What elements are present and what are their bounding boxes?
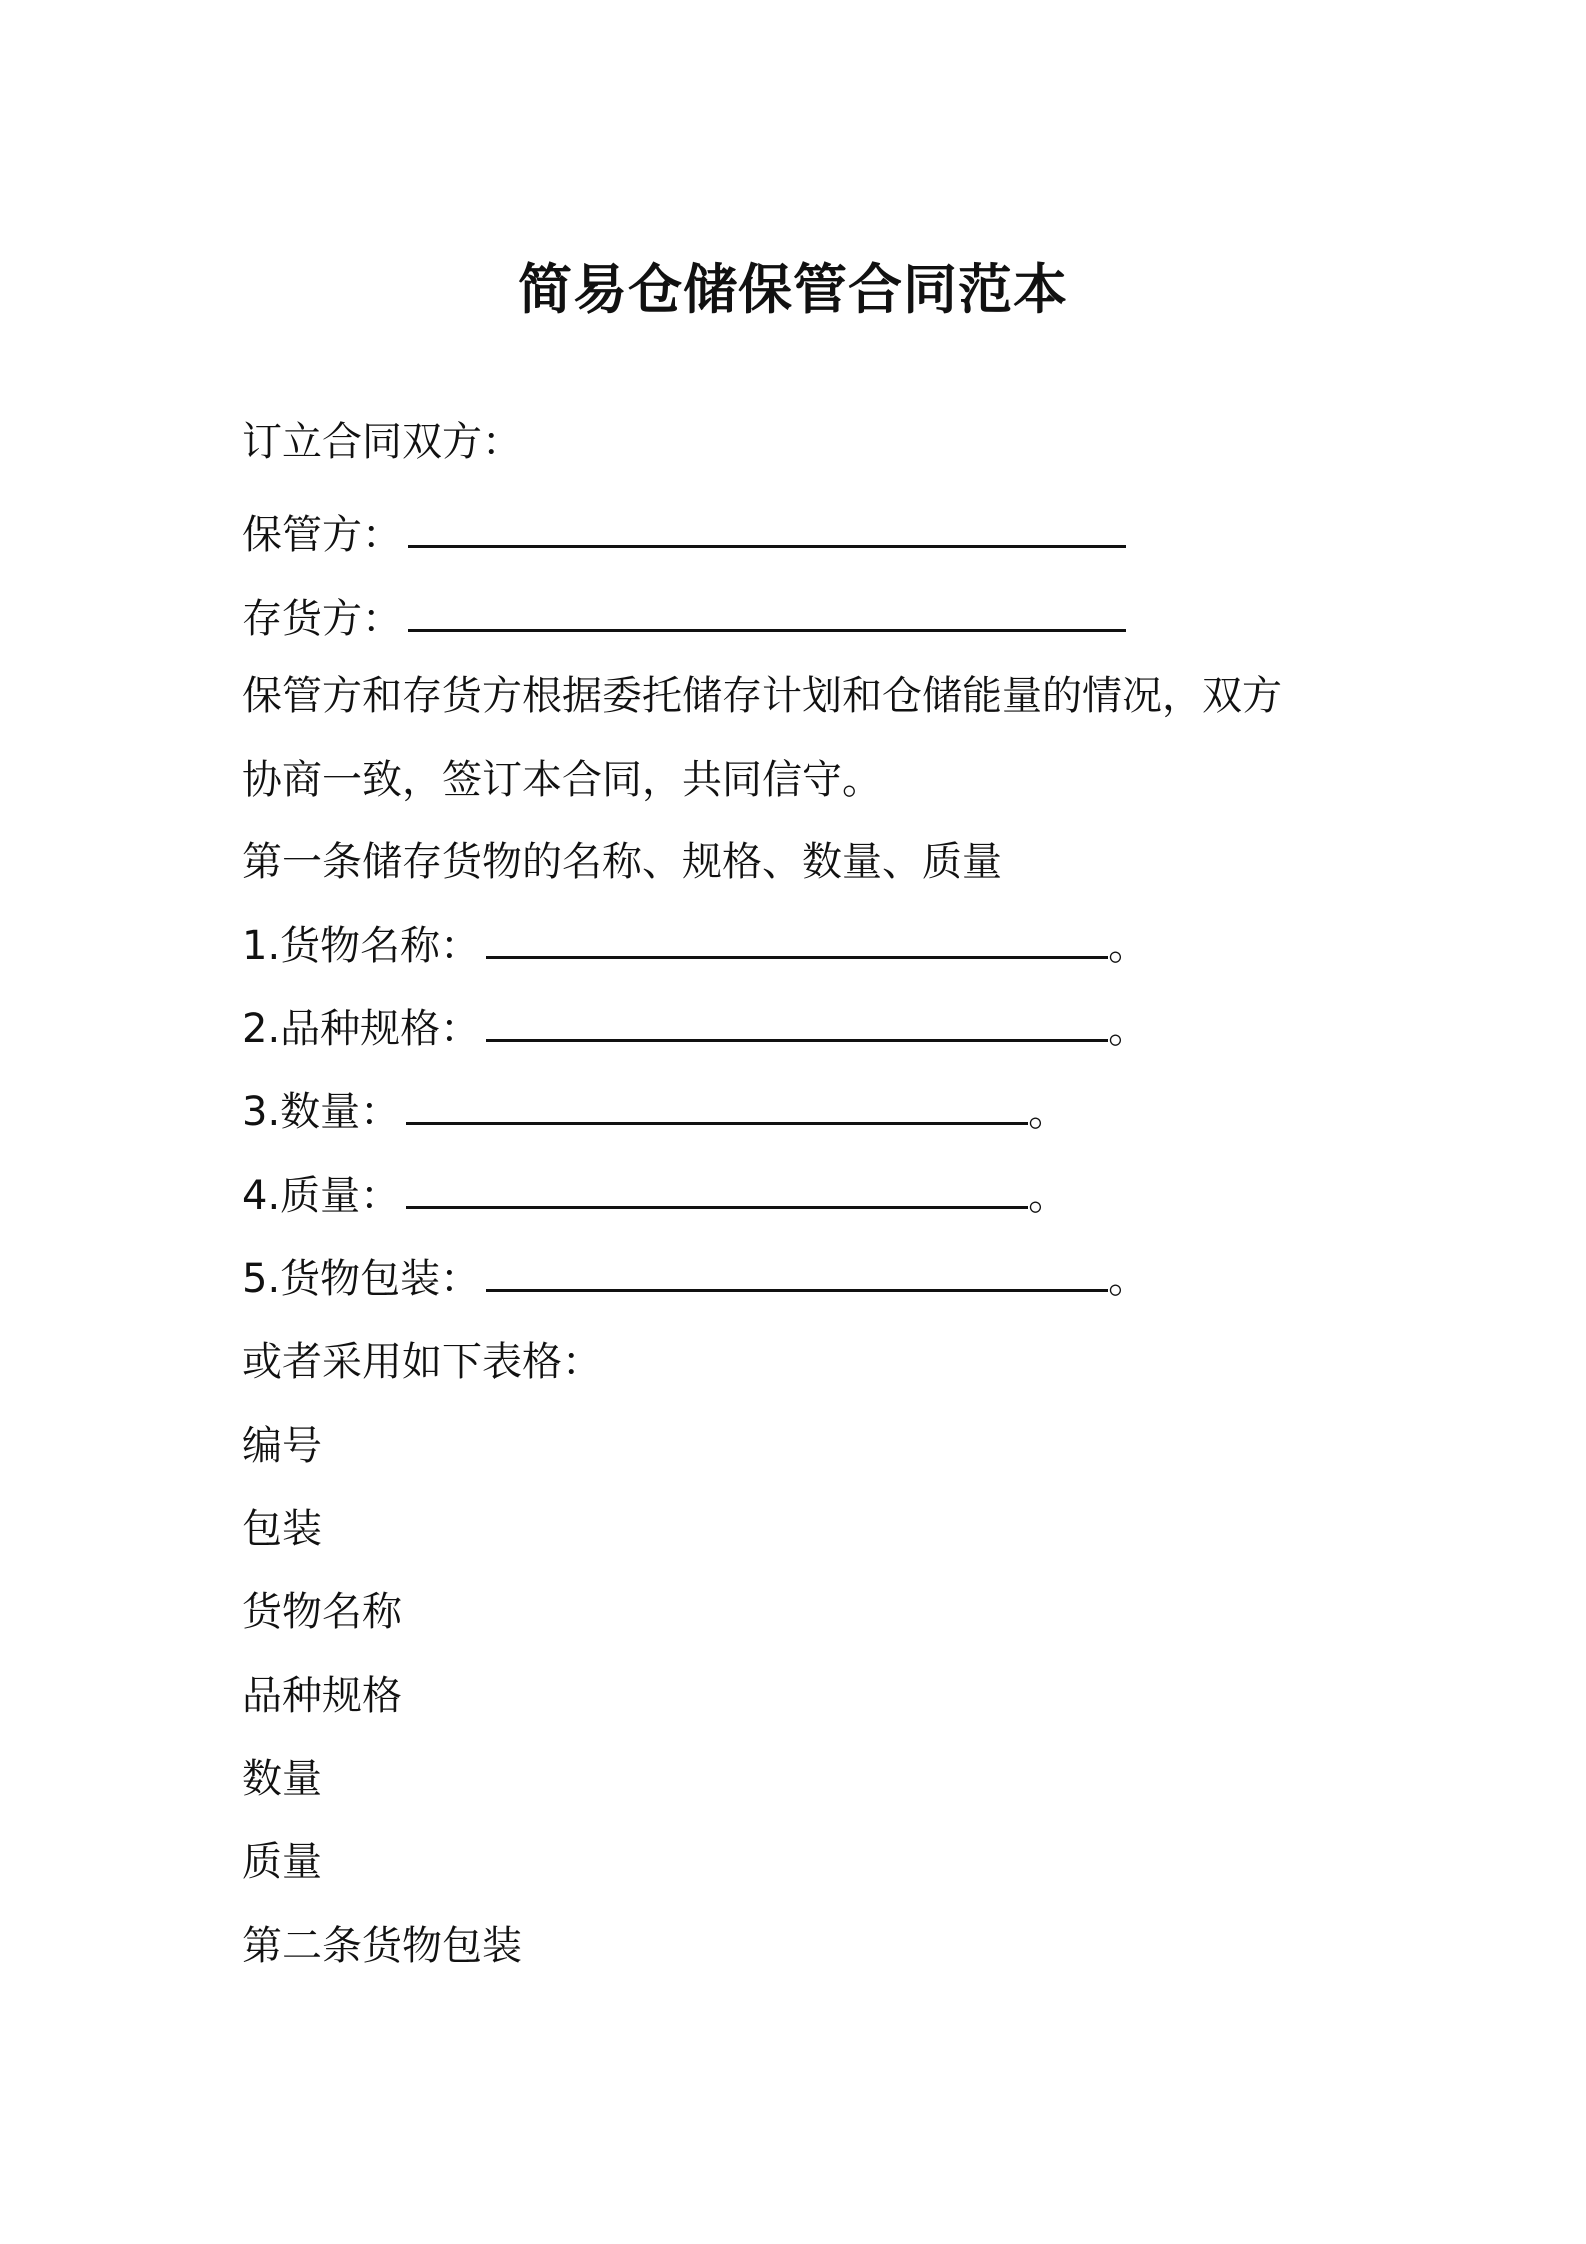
- table-intro: 或者采用如下表格：: [242, 1339, 602, 1385]
- item-end: 。: [1108, 1006, 1149, 1052]
- preamble-line-1: 保管方和存货方根据委托储存计划和仓储能量的情况，双方: [242, 673, 1282, 719]
- item-end: 。: [1108, 1256, 1149, 1302]
- depositor-blank: [408, 595, 1126, 632]
- item-label: 3.数量：: [242, 1089, 401, 1135]
- table-field: 包装: [242, 1506, 322, 1552]
- parties-heading: 订立合同双方：: [242, 419, 522, 465]
- item-label: 1.货物名称：: [242, 923, 481, 969]
- item-end: 。: [1028, 1089, 1069, 1135]
- custodian-label: 保管方：: [242, 512, 402, 558]
- table-field: 质量: [242, 1839, 322, 1885]
- article2-heading: 第二条货物包装: [242, 1923, 522, 1969]
- table-field: 编号: [242, 1423, 322, 1469]
- article1-item-3: [242, 1082, 1068, 1142]
- article1-heading: 第一条储存货物的名称、规格、数量、质量: [242, 839, 1002, 885]
- item-blank: [406, 1172, 1028, 1209]
- item-blank: [486, 1255, 1108, 1292]
- preamble-line-2: 协商一致，签订本合同，共同信守。: [242, 757, 882, 803]
- document-title: 简易仓储保管合同范本: [518, 258, 1068, 321]
- item-end: 。: [1108, 923, 1149, 969]
- depositor-label: 存货方：: [242, 596, 402, 642]
- table-field: 数量: [242, 1756, 322, 1802]
- item-blank: [486, 922, 1108, 959]
- custodian-blank: [408, 511, 1126, 548]
- article1-item-2: [242, 999, 1148, 1059]
- item-end: 。: [1028, 1173, 1069, 1219]
- article1-item-4: [242, 1166, 1068, 1226]
- table-field: 货物名称: [242, 1589, 402, 1635]
- table-field: 品种规格: [242, 1673, 402, 1719]
- item-label: 4.质量：: [242, 1173, 401, 1219]
- item-blank: [486, 1005, 1108, 1042]
- depositor-line: [242, 589, 1126, 649]
- custodian-line: [242, 505, 1126, 565]
- item-blank: [406, 1088, 1028, 1125]
- article1-item-5: [242, 1249, 1148, 1309]
- item-label: 2.品种规格：: [242, 1006, 481, 1052]
- item-label: 5.货物包装：: [242, 1256, 481, 1302]
- article1-item-1: [242, 916, 1148, 976]
